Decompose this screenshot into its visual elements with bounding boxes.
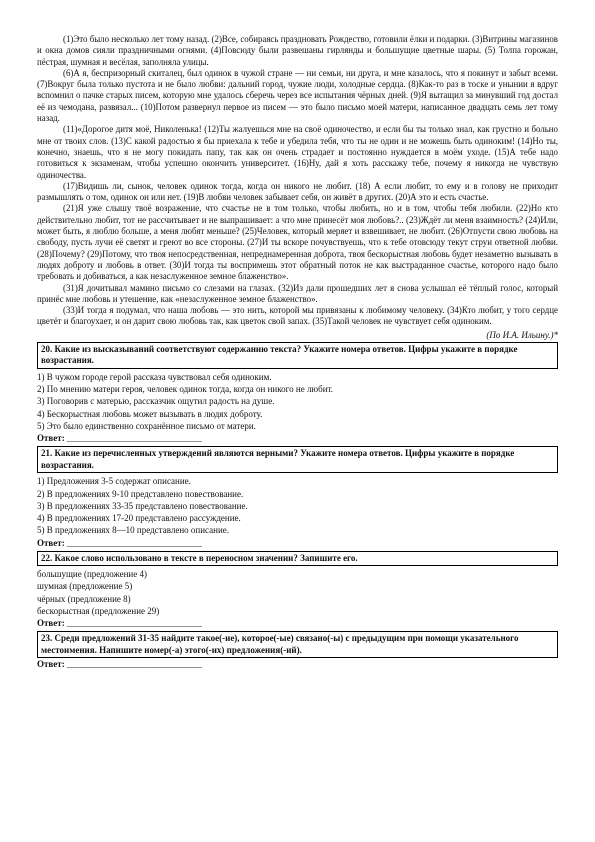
text-paragraph-3: (11)«Дорогое дитя моё, Николенька! (12)Ты жалуешься мне на своё одиночество, и если бы ты только знал, как грустно и больно мне от твоих слов. (13)С какой радостью я бы приехала к тебе и убедила тебя, что ты не один и не можешь быть одиноким! (14)Но ты, конечно, знаешь, что я не могу покидать папу, так как он очень страдает и постоянно нуждается в моём уходе. (15)А тебе надо готовиться к экзаменам, чтобы успешно окончить университет. (16)Ну, дай я хоть расскажу тебе, почему я никогда не чувствую одиночества. [37, 124, 558, 180]
option-item: 2) В предложениях 9-10 представлено повествование. [37, 488, 244, 499]
text-paragraph-2: (6)А я, беспризорный скиталец, был одинок в чужой стране — ни семьи, ни друга, и мне казалось, что я покинут и забыт всеми. (7)Вокруг была только пустота и не было любви: дальний город, чужие люди, холодные сердца. (8)Как-то раз в тоске и унынии я вдруг вспомнил о пачке старых писем, которую мне удалось сберечь через все испытания чёрных дней. (9)Я вытащил за минувший год достал её из чемодана, развязал... (10)Потом развернул первое из писем — это было письмо моей матери, написанное двадцать семь лет тому назад. [37, 67, 558, 124]
text-paragraph-4: (17)Видишь ли, сынок, человек одинок тогда, когда он никого не любит. (18) А если любит, то ему и в голову не приходит размышлять о том, одинок он или нет. (19)В любви человек забывает себя, он живёт в других. (20)А это и есть счастье. [37, 180, 558, 203]
answer-field-22[interactable] [37, 617, 558, 629]
answer-label: Ответ: [37, 618, 65, 629]
option-item: 1) Предложения 3-5 содержат описание. [37, 476, 191, 487]
option-item: 1) В чужом городе герой рассказа чувствовал себя одиноким. [37, 371, 272, 382]
option-item: бескорыстная (предложение 29) [37, 606, 160, 617]
option-item: 3) В предложениях 33-35 представлено повествование. [37, 500, 248, 511]
question-23-prompt: 23. Среди предложений 31-35 найдите такое(-ие), которое(-ые) связано(-ы) с предыдущим при помощи указательного местоимения. Напишите номер(-а) этого(-их) предложения(-ий). [37, 631, 558, 658]
question-22 [37, 551, 558, 630]
text-paragraph-1: (1)Это было несколько лет тому назад. (2)Все, собираясь праздновать Рождество, готовили ёлки и подарки. (3)Витрины магазинов и окна домов сияли праздничными огнями. (4)Повсюду были развешаны гирлянды и большущие цветные шары. (5) Толпа горожан, пёстрая, шумная и весёлая, заполняла улицы. [37, 34, 558, 67]
option-item: большущие (предложение 4) [37, 569, 147, 580]
text-paragraph-7: (33)И тогда я подумал, что наша любовь — это нить, которой мы привязаны к любимому человеку. (34)Кто любит, у того сердце цветёт и благоухает, и он дарит свою любовь так, как цветок свой запах. (35)Такой человек не чувствует себя одиноким. [37, 305, 558, 327]
option-item: 3) Поговорив с матерью, рассказчик ощутил радость на душе. [37, 396, 275, 407]
answer-label: Ответ: [37, 537, 65, 548]
answer-line: ______________________________ [66, 433, 202, 444]
option-item: 4) Бескорыстная любовь может вызывать в людях доброту. [37, 408, 263, 419]
question-21-prompt: 21. Какие из перечисленных утверждений являются верными? Укажите номера ответов. Цифры укажите в порядке возрастания. [37, 446, 558, 473]
document-page [37, 34, 558, 672]
answer-field-23[interactable] [37, 658, 558, 670]
option-item: 4) В предложениях 17-20 представлено рассуждение. [37, 513, 241, 524]
answer-field-21[interactable] [37, 537, 558, 549]
text-paragraph-5: (21)Я уже слышу твоё возражение, что счастье не в том только, чтобы любить, но и в том, чтобы тебя любили. (22)Но кто действительно любит, тот не рассчитывает и не выпрашивает: а что мне принесёт моя любовь?.. (23)Ждёт ли меня взаимность? (24)Или, может быть, я люблю больше, а меня любят меньше? (25)Человек, который меряет и взвешивает, не любит. (26)Отпусти свою любовь на свободу, пусть лучи её светят и греют во все стороны. (27)И ты вскоре почувствуешь, что к тебе отовсюду текут струи ответной любви. (28)Почему? (29)Потому, что твоя непосредственная, непреднамеренная доброта, твоя бескорыстная любовь будет незаметно вызывать в людях доброту и любовь в ответ. (30)И тогда ты воспримешь этот обратный поток не как выстраданное счастье, которого надо было требовать и добиваться, а как незаслуженное земное блаженство». [37, 203, 558, 282]
question-21 [37, 446, 558, 548]
question-22-options [37, 566, 558, 617]
answer-field-20[interactable] [37, 432, 558, 444]
option-item: чёрных (предложение 8) [37, 593, 131, 604]
option-item: 5) Это было единственно сохранённое письмо от матери. [37, 420, 256, 431]
option-item: 5) В предложениях 8—10 представлено описание. [37, 525, 230, 536]
text-paragraph-6: (31)Я дочитывал мамино письмо со слезами на глазах. (32)Из дали прошедших лет я снова услышал её тёплый голос, который принёс мне любовь и утешение, как «незаслуженное земное блаженство». [37, 282, 558, 304]
answer-line: ______________________________ [66, 659, 202, 670]
answer-label: Ответ: [37, 433, 65, 444]
answer-label: Ответ: [37, 659, 65, 670]
option-item: 2) По мнению матери героя, человек одинок тогда, когда он никого не любит. [37, 384, 334, 395]
question-20-prompt: 20. Какие из высказываний соответствуют содержанию текста? Укажите номера ответов. Цифры укажите в порядке возрастания. [37, 342, 558, 369]
question-22-prompt: 22. Какое слово использовано в тексте в переносном значении? Запишите его. [37, 551, 558, 567]
text-source: (По И.А. Ильину.)* [486, 329, 558, 340]
answer-line: ______________________________ [66, 618, 202, 629]
reading-text [37, 34, 558, 341]
question-20-options [37, 369, 558, 432]
question-23 [37, 631, 558, 670]
answer-line: ______________________________ [66, 537, 202, 548]
question-21-options [37, 473, 558, 536]
option-item: шумная (предложение 5) [37, 581, 133, 592]
question-20 [37, 342, 558, 444]
